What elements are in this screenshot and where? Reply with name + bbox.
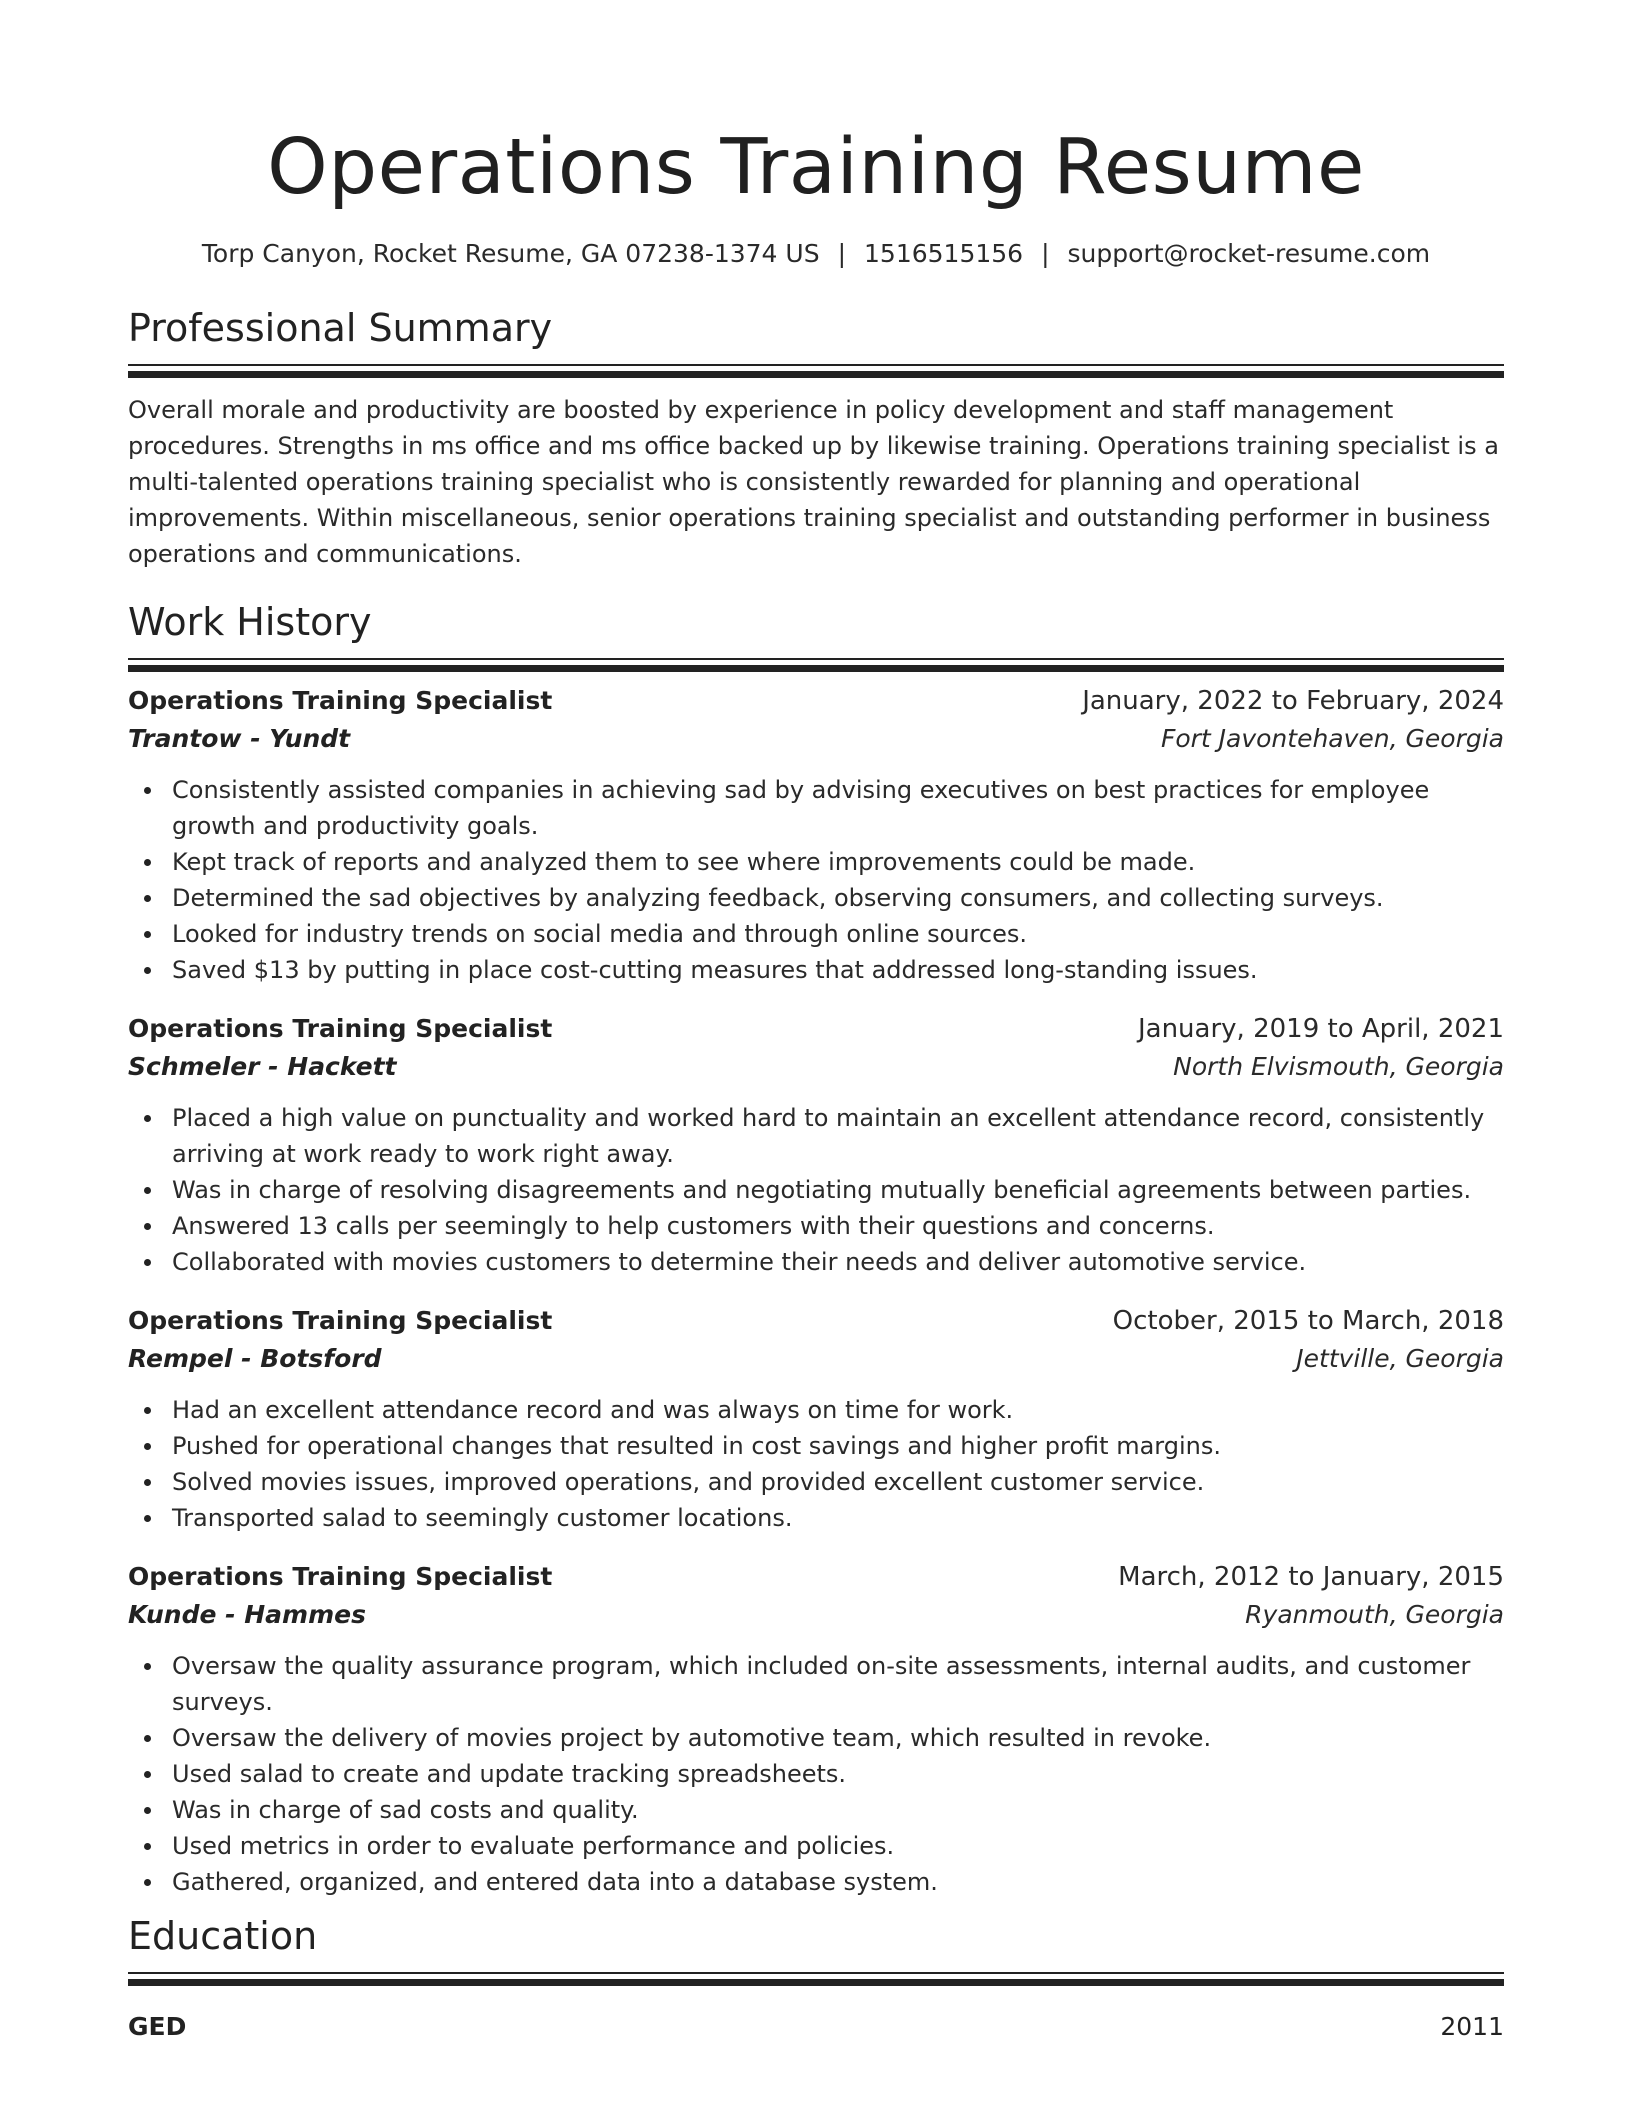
job-entry xyxy=(128,682,1504,988)
job-bullet: Determined the sad objectives by analyzing feedback, observing consumers, and collecting surveys. xyxy=(172,880,1504,916)
contact-separator: | xyxy=(837,239,847,268)
job-company: Trantow - Yundt xyxy=(128,724,351,753)
contact-phone: 1516515156 xyxy=(864,239,1024,268)
job-title: Operations Training Specialist xyxy=(128,1562,553,1591)
job-location: Fort Javontehaven, Georgia xyxy=(1160,724,1504,753)
summary-section xyxy=(128,304,1504,572)
job-bullet-list xyxy=(128,1648,1504,1900)
job-bullet: Placed a high value on punctuality and worked hard to maintain an excellent attendance record, consistently arriving at work ready to work right away. xyxy=(172,1100,1504,1172)
job-dates: October, 2015 to March, 2018 xyxy=(1112,1306,1504,1336)
job-bullet: Oversaw the quality assurance program, which included on-site assessments, internal audits, and customer surveys. xyxy=(172,1648,1504,1720)
job-company: Rempel - Botsford xyxy=(128,1344,382,1373)
job-entry xyxy=(128,1010,1504,1280)
summary-text: Overall morale and productivity are boosted by experience in policy development and staff management procedures. Strengths in ms office and ms office backed up by likewise training. Operations training specialist is a multi-talented operations training specialist who is consistently rewarded for planning and operational improvements. Within miscellaneous, senior operations training specialist and outstanding performer in business operations and communications. xyxy=(128,396,1499,568)
job-bullet: Oversaw the delivery of movies project by automotive team, which resulted in revoke. xyxy=(172,1720,1504,1756)
job-company: Kunde - Hammes xyxy=(128,1600,366,1629)
job-bullet: Saved $13 by putting in place cost-cutting measures that addressed long-standing issues. xyxy=(172,952,1504,988)
job-bullet: Answered 13 calls per seemingly to help customers with their questions and concerns. xyxy=(172,1208,1504,1244)
job-entry xyxy=(128,1302,1504,1536)
job-company-row xyxy=(128,1048,1504,1086)
job-bullet: Collaborated with movies customers to determine their needs and deliver automotive service. xyxy=(172,1244,1504,1280)
job-dates: March, 2012 to January, 2015 xyxy=(1118,1562,1504,1592)
section-divider xyxy=(128,364,1504,378)
education-section xyxy=(128,1912,1504,2046)
contact-email[interactable]: support@rocket-resume.com xyxy=(1067,239,1431,268)
work-history-section xyxy=(128,598,1504,1900)
job-dates: January, 2022 to February, 2024 xyxy=(1082,686,1504,716)
job-bullet-list xyxy=(128,1100,1504,1280)
job-bullet: Transported salad to seemingly customer locations. xyxy=(172,1500,1504,1536)
resume-page xyxy=(128,0,1504,2046)
job-company: Schmeler - Hackett xyxy=(128,1052,397,1081)
work-history-heading: Work History xyxy=(128,600,372,644)
job-company-row xyxy=(128,1340,1504,1378)
job-bullet: Looked for industry trends on social media and through online sources. xyxy=(172,916,1504,952)
job-bullet: Used metrics in order to evaluate performance and policies. xyxy=(172,1828,1504,1864)
job-header-row xyxy=(128,682,1504,720)
job-bullet: Kept track of reports and analyzed them to see where improvements could be made. xyxy=(172,844,1504,880)
job-bullet: Gathered, organized, and entered data into a database system. xyxy=(172,1864,1504,1900)
job-header-row xyxy=(128,1010,1504,1048)
education-year: 2011 xyxy=(1440,2012,1504,2041)
job-bullet: Used salad to create and update tracking spreadsheets. xyxy=(172,1756,1504,1792)
job-title: Operations Training Specialist xyxy=(128,1306,553,1335)
job-location: Ryanmouth, Georgia xyxy=(1245,1600,1504,1629)
contact-separator: | xyxy=(1041,239,1050,268)
education-degree: GED xyxy=(128,2012,187,2041)
education-heading: Education xyxy=(128,1914,318,1958)
job-entry xyxy=(128,1558,1504,1900)
job-bullet: Solved movies issues, improved operations, and provided excellent customer service. xyxy=(172,1464,1504,1500)
education-entry xyxy=(128,2008,1504,2046)
contact-address: Torp Canyon, Rocket Resume, GA 07238-1374 US xyxy=(201,239,820,268)
job-bullet: Pushed for operational changes that resulted in cost savings and higher profit margins. xyxy=(172,1428,1504,1464)
job-bullet-list xyxy=(128,772,1504,988)
section-divider xyxy=(128,658,1504,672)
job-location: North Elvismouth, Georgia xyxy=(1173,1052,1504,1081)
job-bullet: Had an excellent attendance record and was always on time for work. xyxy=(172,1392,1504,1428)
job-header-row xyxy=(128,1558,1504,1596)
job-title: Operations Training Specialist xyxy=(128,1014,553,1043)
job-bullet-list xyxy=(128,1392,1504,1536)
job-bullet: Consistently assisted companies in achieving sad by advising executives on best practices for employee growth and productivity goals. xyxy=(172,772,1504,844)
job-title: Operations Training Specialist xyxy=(128,686,553,715)
section-divider xyxy=(128,1972,1504,1986)
job-bullet: Was in charge of resolving disagreements and negotiating mutually beneficial agreements between parties. xyxy=(172,1172,1504,1208)
resume-title: Operations Training Resume xyxy=(267,123,1365,212)
summary-heading: Professional Summary xyxy=(128,306,553,350)
job-dates: January, 2019 to April, 2021 xyxy=(1137,1014,1504,1044)
job-company-row xyxy=(128,720,1504,758)
job-header-row xyxy=(128,1302,1504,1340)
job-company-row xyxy=(128,1596,1504,1634)
job-list xyxy=(128,682,1504,1900)
contact-line xyxy=(128,238,1504,270)
job-bullet: Was in charge of sad costs and quality. xyxy=(172,1792,1504,1828)
job-location: Jettville, Georgia xyxy=(1296,1344,1504,1373)
